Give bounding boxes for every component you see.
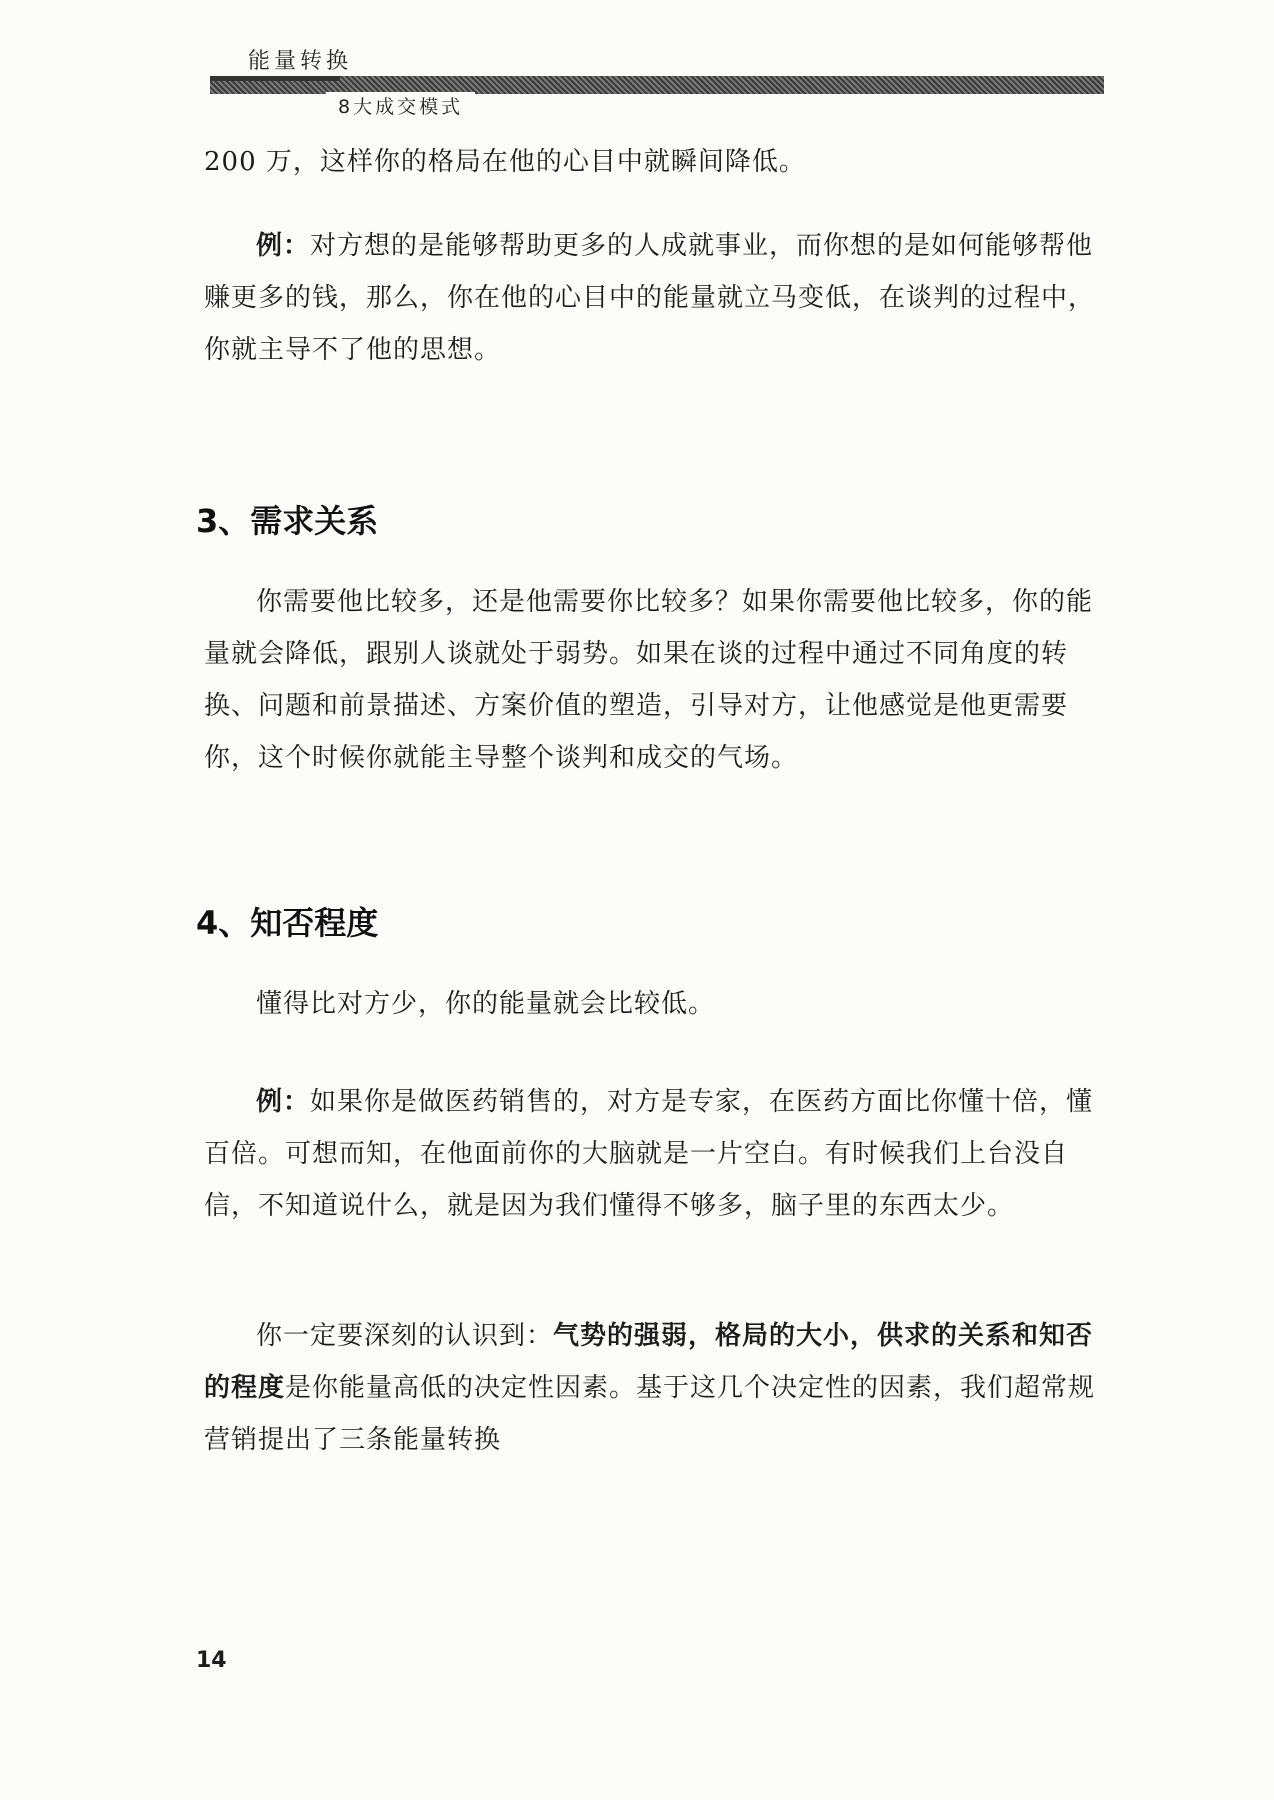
example-paragraph-1 [204,220,1104,376]
running-header-title: 能量转换 [248,49,353,74]
example-text: 对方想的是能够帮助更多的人成就事业，而你想的是如何能够帮他赚更多的钱，那么，你在他的心目中的能量就立马变低，在谈判的过程中，你就主导不了他的思想。 [204,231,1096,365]
running-header-subtitle: 8大成交模式 [326,92,475,119]
example-label: 例： [256,231,311,261]
page-number: 14 [196,1648,227,1673]
conclusion-intro: 你一定要深刻的认识到： [256,1321,554,1351]
section-heading-demand-relation: 3、需求关系 [196,502,379,540]
paragraph-conclusion [204,1310,1104,1466]
paragraph-continuation: 200 万，这样你的格局在他的心目中就瞬间降低。 [204,147,806,177]
example-text: 如果你是做医药销售的，对方是专家，在医药方面比你懂十倍，懂百倍。可想而知，在他面前你的大脑就是一片空白。有时候我们上台没自信，不知道说什么，就是因为我们懂得不够多，脑子里的东西太少。 [204,1087,1094,1221]
example-paragraph-2 [204,1076,1104,1232]
conclusion-rest: 是你能量高低的决定性因素。基于这几个决定性的因素，我们超常规营销提出了三条能量转换 [204,1373,1096,1455]
conclusion-bold: 气势的强弱，格局的大小，供求的关系和知否的程度 [204,1321,1094,1403]
example-label: 例： [256,1087,311,1117]
section-heading-knowledge-level: 4、知否程度 [196,904,379,942]
paragraph-demand-relation: 你需要他比较多，还是他需要你比较多？如果你需要他比较多，你的能量就会降低，跟别人谈就处于弱势。如果在谈的过程中通过不同角度的转换、问题和前景描述、方案价值的塑造，引导对方，让他感觉是他更需要你，这个时候你就能主导整个谈判和成交的气场。 [204,587,1094,773]
paragraph-knowledge-level: 懂得比对方少，你的能量就会比较低。 [256,989,716,1019]
